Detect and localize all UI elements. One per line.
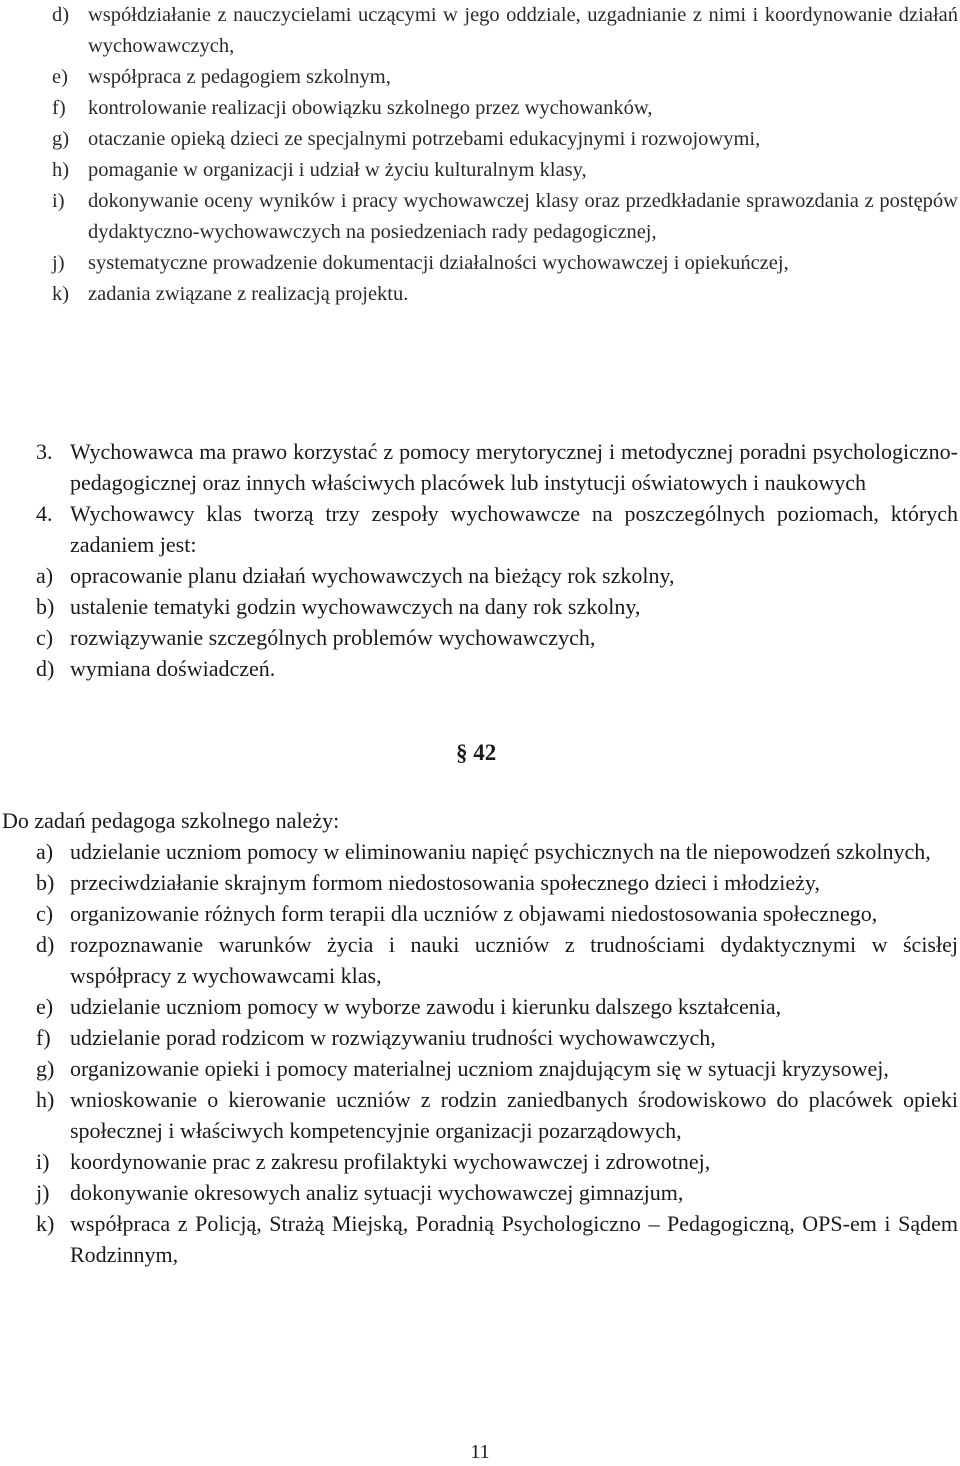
list-label: e) [52, 66, 68, 88]
list-item [0, 929, 960, 991]
list-item [0, 1208, 960, 1270]
list-item [0, 279, 960, 310]
list-label: g) [36, 1056, 55, 1081]
list-text: ustalenie tematyki godzin wychowawczych na dany rok szkolny, [70, 594, 641, 619]
point-number: 4. [36, 501, 53, 526]
pedagogue-duties-section [0, 805, 960, 1270]
list-item [0, 1022, 960, 1053]
point-number: 3. [36, 439, 53, 464]
list-item [0, 1146, 960, 1177]
list-item [0, 991, 960, 1022]
list-item [36, 560, 960, 591]
list-label: k) [36, 1211, 55, 1236]
list-text: współdziałanie z nauczycielami uczącymi w jego oddziale, uzgadnianie z nimi i koordynowanie działań wychowawczych, [88, 4, 958, 57]
list-text: udzielanie porad rodzicom w rozwiązywaniu trudności wychowawczych, [70, 1025, 716, 1050]
list-item [0, 1084, 960, 1146]
numbered-point [0, 436, 960, 498]
list-text: współpraca z pedagogiem szkolnym, [88, 66, 391, 88]
list-label: f) [52, 97, 66, 119]
list-text: zadania związane z realizacją projektu. [88, 283, 409, 305]
list-label: j) [52, 252, 65, 274]
list-label: a) [36, 839, 54, 864]
list-item [36, 653, 960, 684]
list-item [0, 62, 960, 93]
list-text: wymiana doświadczeń. [70, 656, 276, 681]
list-item [0, 186, 960, 248]
list-text: rozwiązywanie szczególnych problemów wychowawczych, [70, 625, 596, 650]
list-item [0, 867, 960, 898]
section-intro: Do zadań pedagoga szkolnego należy: [2, 808, 340, 833]
list-label: c) [36, 625, 54, 650]
list-label: e) [36, 994, 54, 1019]
list-label: h) [52, 159, 70, 181]
class-teacher-duties-list [0, 0, 960, 310]
numbered-point [0, 498, 960, 560]
list-item [36, 622, 960, 653]
team-tasks-list [0, 560, 960, 684]
list-label: a) [36, 563, 54, 588]
list-label: b) [36, 594, 55, 619]
class-teacher-rights-section [0, 436, 960, 684]
list-text: kontrolowanie realizacji obowiązku szkolnego przez wychowanków, [88, 97, 653, 119]
list-label: j) [36, 1180, 50, 1205]
list-item [0, 155, 960, 186]
list-text: współpraca z Policją, Strażą Miejską, Poradnią Psychologiczno – Pedagogiczną, OPS-em i Sądem Rodzinnym, [70, 1211, 958, 1267]
page-number: 11 [470, 1441, 490, 1463]
list-label: h) [36, 1087, 55, 1112]
list-item [0, 248, 960, 279]
list-text: dokonywanie okresowych analiz sytuacji wychowawczej gimnazjum, [70, 1180, 684, 1205]
list-item [0, 1177, 960, 1208]
list-item [0, 1053, 960, 1084]
list-text: koordynowanie prac z zakresu profilaktyki wychowawczej i zdrowotnej, [70, 1149, 711, 1174]
list-text: organizowanie opieki i pomocy materialnej uczniom znajdującym się w sytuacji kryzysowej, [70, 1056, 889, 1081]
list-text: otaczanie opieką dzieci ze specjalnymi potrzebami edukacyjnymi i rozwojowymi, [88, 128, 761, 150]
list-item [0, 898, 960, 929]
list-text: organizowanie różnych form terapii dla uczniów z objawami niedostosowania społecznego, [70, 901, 878, 926]
list-text: wnioskowanie o kierowanie uczniów z rodzin zaniedbanych środowiskowo do placówek opieki społecznej i właściwych kompetencyjnie organizacji pozarządowych, [70, 1087, 958, 1143]
list-text: przeciwdziałanie skrajnym formom niedostosowania społecznego dzieci i młodzieży, [70, 870, 820, 895]
list-label: i) [52, 190, 65, 212]
list-label: f) [36, 1025, 51, 1050]
list-label: g) [52, 128, 70, 150]
point-text: Wychowawcy klas tworzą trzy zespoły wychowawcze na poszczególnych poziomach, których zadaniem jest: [70, 501, 958, 557]
list-label: k) [52, 283, 70, 305]
list-item [36, 591, 960, 622]
list-item [0, 0, 960, 62]
list-label: d) [52, 4, 70, 26]
list-text: rozpoznawanie warunków życia i nauki uczniów z trudnościami dydaktycznymi w ścisłej współpracy z wychowawcami klas, [70, 932, 958, 988]
paragraph-heading: § 42 [456, 740, 497, 765]
list-item [0, 836, 960, 867]
list-label: i) [36, 1149, 50, 1174]
list-item [0, 93, 960, 124]
list-label: b) [36, 870, 55, 895]
list-text: dokonywanie oceny wyników i pracy wychowawczej klasy oraz przedkładanie sprawozdania z postępów dydaktyczno-wychowawczych na posiedzeniach rady pedagogicznej, [88, 190, 958, 243]
list-item [0, 124, 960, 155]
list-text: pomaganie w organizacji i udział w życiu kulturalnym klasy, [88, 159, 587, 181]
list-text: systematyczne prowadzenie dokumentacji działalności wychowawczej i opiekuńczej, [88, 252, 789, 274]
list-label: d) [36, 932, 55, 957]
list-label: d) [36, 656, 55, 681]
list-text: udzielanie uczniom pomocy w eliminowaniu napięć psychicznych na tle niepowodzeń szkolnych, [70, 839, 931, 864]
point-text: Wychowawca ma prawo korzystać z pomocy merytorycznej i metodycznej poradni psychologiczno-pedagogicznej oraz innych właściwych placówek lub instytucji oświatowych i naukowych [70, 439, 958, 495]
list-text: udzielanie uczniom pomocy w wyborze zawodu i kierunku dalszego kształcenia, [70, 994, 782, 1019]
list-label: c) [36, 901, 54, 926]
list-text: opracowanie planu działań wychowawczych na bieżący rok szkolny, [70, 563, 675, 588]
